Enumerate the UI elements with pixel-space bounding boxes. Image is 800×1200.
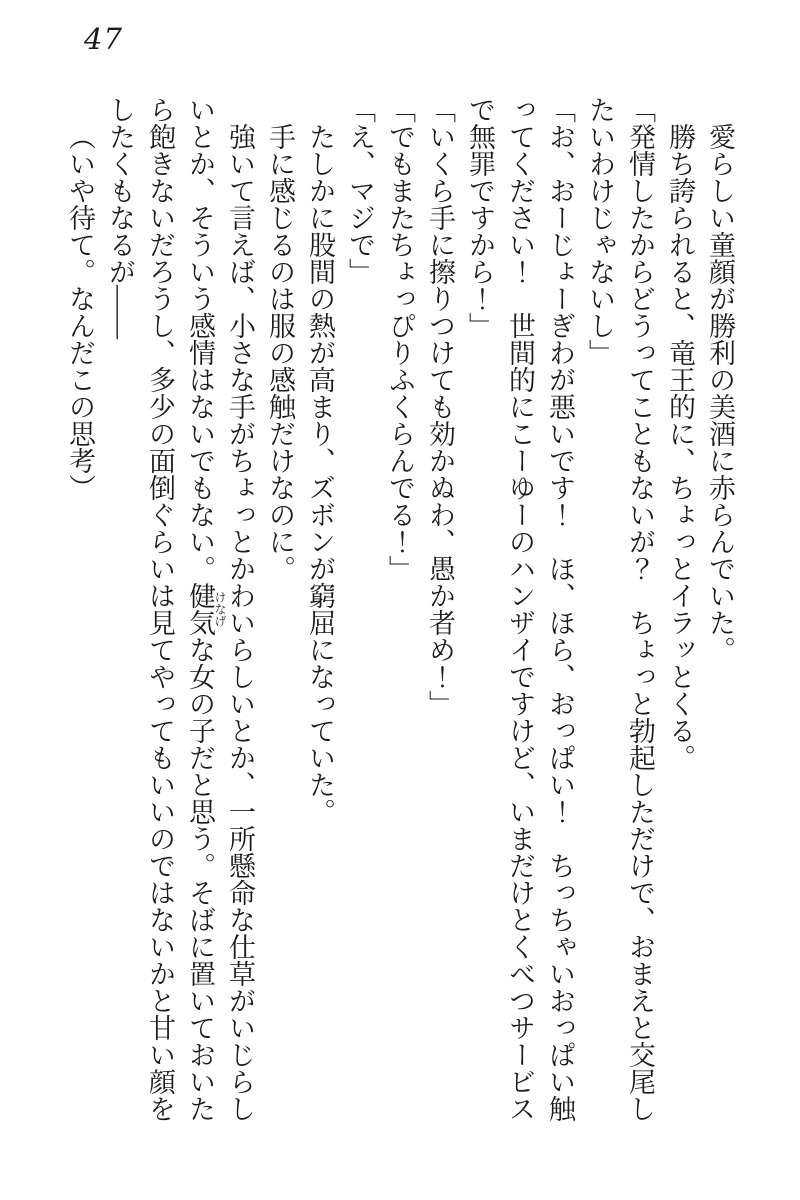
paragraph-narration-5 xyxy=(100,96,260,1124)
paragraph-thought-1: （いや待て。なんだこの思考） xyxy=(65,123,95,501)
ruby-furigana: けなげ xyxy=(213,582,227,636)
paragraph-dialogue-2: 「お、おーじょーぎわが悪いです！ ほ、ほら、おっぱい！ ちっちゃいおっぱい触ってください！ 世間的にこーゆーのハンザイですけど、いまだけとくべつサービスで無罪ですから！」 xyxy=(465,96,575,1122)
paragraph-dialogue-5: 「え、マジで」 xyxy=(345,96,375,285)
page-number: 47 xyxy=(84,22,123,56)
paragraph-narration-4: 手に感じるのは服の感触だけなのに。 xyxy=(265,123,295,582)
ruby-base: 健気 xyxy=(185,582,215,636)
narration-5-before: 強いて言えば、小さな手がちょっとかわいらしいとか、一所懸命な仕草がいじらしいとか、そういう感情はないでもない。 xyxy=(185,96,255,1122)
paragraph-dialogue-4: 「でもまたちょっぴりふくらんでる！」 xyxy=(385,96,415,582)
page-text xyxy=(60,96,740,1124)
ruby-kenage xyxy=(185,582,227,636)
paragraph-narration-1: 愛らしい童顔が勝利の美酒に赤らんでいた。 xyxy=(705,123,735,663)
narration-5-after: な女の子だと思う。そばに置いておいたら飽きないだろうし、多少の面倒ぐらいは見てやってもいいのではないかと甘い顔をしたくもなるが―― xyxy=(105,96,215,1122)
paragraph-dialogue-3: 「いくら手に擦りつけても効かぬわ、愚か者め！」 xyxy=(425,96,455,717)
paragraph-narration-2: 勝ち誇られると、竜王的に、ちょっとイラッとくる。 xyxy=(665,123,695,771)
paragraph-narration-3: たしかに股間の熱が高まり、ズボンが窮屈になっていた。 xyxy=(305,123,335,825)
paragraph-dialogue-1: 「発情したからどうってこともないが？ ちょっと勃起しただけで、おまえと交尾したいわけじゃないし」 xyxy=(585,96,655,1122)
